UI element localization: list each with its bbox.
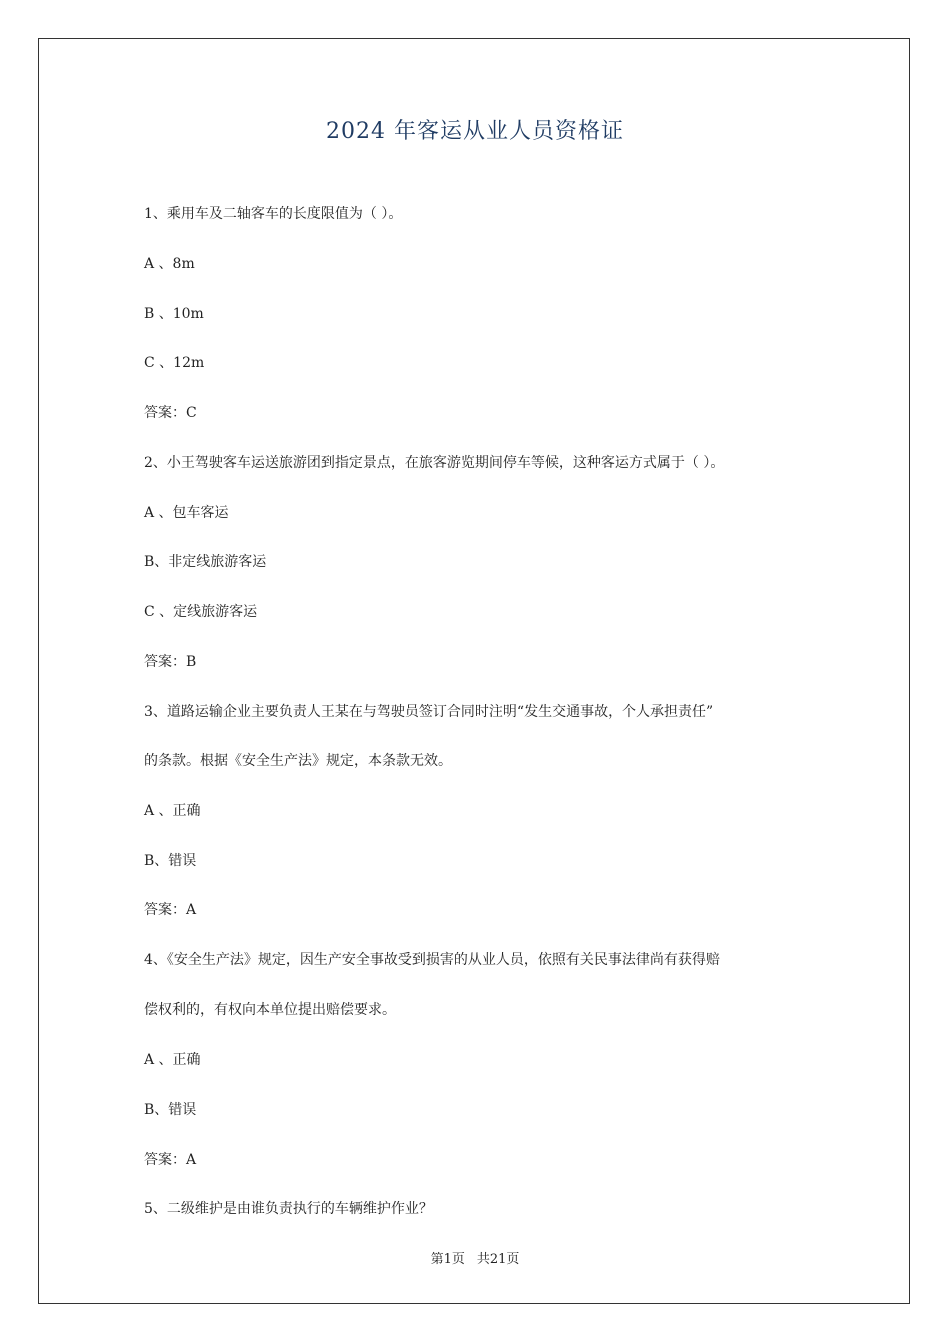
page-number: 第1页 [430,1252,465,1267]
q4-stem-line1: 4、《安全生产法》规定，因生产安全事故受到损害的从业人员，依照有关民事法律尚有获得赔 [144,952,720,968]
q5-stem: 5、二级维护是由谁负责执行的车辆维护作业？ [144,1201,433,1217]
document-title: 2024 年客运从业人员资格证 [326,119,624,144]
q4-option-a: A 、正确 [144,1052,201,1068]
q1-option-a: A 、8m [144,256,195,272]
q1-stem: 1、乘用车及二轴客车的长度限值为（ ）。 [144,206,403,222]
q2-option-b: B、非定线旅游客运 [144,554,267,570]
q1-option-b: B 、10m [144,306,204,322]
q3-stem-line1: 3、道路运输企业主要负责人王某在与驾驶员签订合同时注明“发生交通事故，个人承担责任” [144,704,714,720]
q3-option-a: A 、正确 [144,803,201,819]
q2-stem: 2、小王驾驶客车运送旅游团到指定景点，在旅客游览期间停车等候，这种客运方式属于（ ）。 [144,455,725,471]
q4-stem-line2: 偿权利的，有权向本单位提出赔偿要求。 [144,1002,396,1018]
q2-answer: 答案：B [144,654,197,670]
page-footer [0,1248,950,1267]
q4-answer: 答案：A [144,1152,197,1168]
q1-answer: 答案：C [144,405,197,421]
q3-stem-line2: 的条款。根据《安全生产法》规定，本条款无效。 [144,753,452,769]
q4-option-b: B、错误 [144,1102,197,1118]
q2-option-c: C 、定线旅游客运 [144,604,258,620]
q3-option-b: B、错误 [144,853,197,869]
q2-option-a: A 、包车客运 [144,505,229,521]
q1-option-c: C 、12m [144,355,205,371]
page-total: 共21页 [476,1252,520,1267]
q3-answer: 答案：A [144,902,197,918]
